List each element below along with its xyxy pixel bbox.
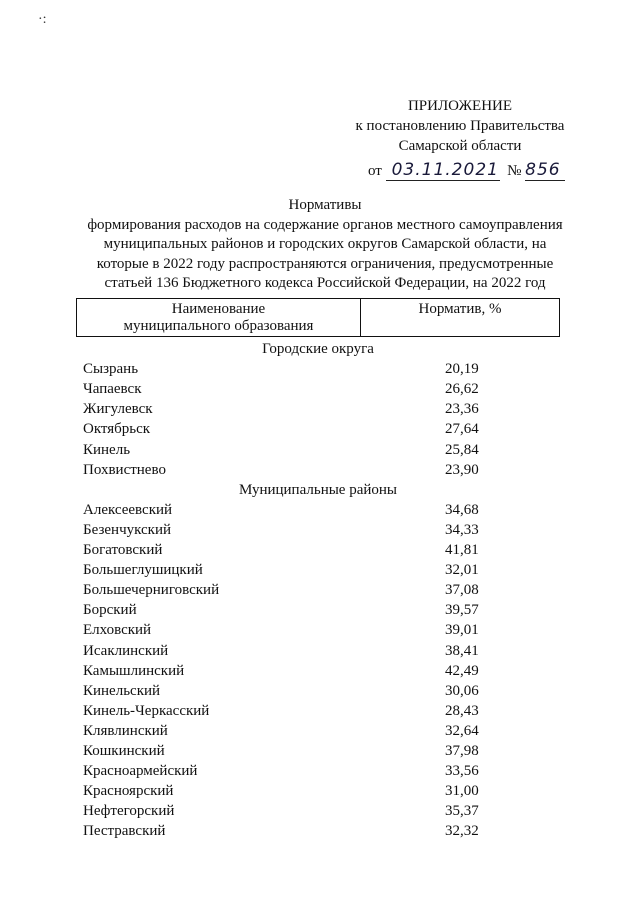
- heading-line: статьей 136 Бюджетного кодекса Российской Федерации, на 2022 год: [104, 275, 546, 291]
- rate-value: 23,90: [445, 461, 479, 478]
- appendix-title: ПРИЛОЖЕНИЕ: [407, 98, 513, 114]
- rate-value: 25,84: [445, 441, 479, 458]
- appendix-line: к постановлению Правительства: [355, 118, 565, 134]
- decree-number-sign: №: [507, 163, 522, 179]
- municipality-name: Красноярский: [83, 783, 174, 800]
- municipality-name: Кинельский: [83, 682, 161, 699]
- table-row: [83, 681, 483, 701]
- municipality-name: Октябрьск: [83, 421, 151, 438]
- table-row: [83, 460, 483, 480]
- rate-value: 32,64: [445, 722, 479, 739]
- table-row: [83, 801, 483, 821]
- rate-value: 35,37: [445, 803, 479, 820]
- rate-value: 42,49: [445, 662, 479, 679]
- table-row: [83, 500, 483, 520]
- table-row: [83, 399, 483, 419]
- column-header-line: муниципального образования: [123, 318, 314, 334]
- rate-value: 27,64: [445, 421, 479, 438]
- table-row: [83, 721, 483, 741]
- table-row: [83, 620, 483, 640]
- municipality-name: Камышлинский: [83, 662, 185, 679]
- rate-value: 34,33: [445, 521, 479, 538]
- table-row: [83, 600, 483, 620]
- rate-value: 31,00: [445, 783, 479, 800]
- rate-value: 39,57: [445, 602, 479, 619]
- heading-line: муниципальных районов и городских округов Самарской области, на: [103, 236, 547, 252]
- municipality-name: Красноармейский: [83, 763, 198, 780]
- appendix-line: Самарской области: [398, 138, 522, 154]
- municipality-name: Елховский: [83, 622, 152, 639]
- scan-mark: ·:: [38, 12, 47, 27]
- table-row: [83, 379, 483, 399]
- rate-value: 38,41: [445, 642, 479, 659]
- decree-date: 03.11.2021: [391, 160, 499, 180]
- municipality-name: Кинель-Черкасский: [83, 702, 210, 719]
- decree-number: 856: [525, 160, 561, 180]
- table-row: [83, 540, 483, 560]
- rate-value: 32,32: [445, 823, 479, 840]
- municipality-name: Нефтегорский: [83, 803, 175, 820]
- table-row: [83, 359, 483, 379]
- rate-value: 33,56: [445, 763, 479, 780]
- column-header-rate: Норматив, %: [361, 299, 560, 337]
- municipality-name: Богатовский: [83, 542, 163, 558]
- decree-prefix: от: [368, 163, 382, 179]
- column-header-name: [77, 299, 361, 337]
- municipality-name: Большеглушицкий: [83, 562, 203, 579]
- table-header: [76, 298, 560, 337]
- rate-value: 26,62: [445, 381, 479, 398]
- table-row: [83, 781, 483, 801]
- decree-reference: [368, 160, 565, 181]
- appendix-block: [330, 96, 590, 156]
- municipality-name: Безенчукский: [83, 521, 172, 538]
- municipality-name: Алексеевский: [83, 501, 173, 518]
- municipality-name: Исаклинский: [83, 642, 169, 659]
- municipality-name: Кинель: [83, 441, 131, 458]
- municipality-name: Сызрань: [83, 361, 139, 378]
- table-row: [83, 641, 483, 661]
- table-row: [83, 761, 483, 781]
- table-row: [83, 580, 483, 600]
- table-row: [83, 821, 483, 841]
- rate-value: 37,08: [445, 582, 479, 599]
- section-heading: Городские округа: [262, 341, 374, 357]
- table-row: [83, 520, 483, 540]
- rate-value: 39,01: [445, 622, 479, 639]
- rate-value: 34,68: [445, 501, 479, 518]
- rate-value: 28,43: [445, 702, 479, 719]
- rate-value: 37,98: [445, 743, 479, 759]
- section-heading: Муниципальные районы: [238, 481, 398, 498]
- table-row: [83, 701, 483, 721]
- municipality-name: Клявлинский: [83, 722, 168, 739]
- municipality-name: Жигулевск: [83, 401, 153, 418]
- table-row: [83, 419, 483, 439]
- municipality-name: Кошкинский: [83, 743, 165, 759]
- table-row: [83, 560, 483, 580]
- table-row: [83, 440, 483, 460]
- rate-value: 20,19: [445, 361, 479, 378]
- column-header-line: Наименование: [171, 301, 266, 317]
- municipality-name: Пестравский: [83, 823, 166, 840]
- municipality-name: Борский: [83, 602, 137, 619]
- municipality-name: Чапаевск: [83, 381, 142, 398]
- rate-value: 23,36: [445, 401, 479, 418]
- table-row: [83, 661, 483, 681]
- heading-title: Нормативы: [288, 197, 362, 213]
- heading-line: формирования расходов на содержание органов местного самоуправления: [87, 216, 563, 233]
- rate-value: 41,81: [445, 542, 479, 558]
- rate-value: 32,01: [445, 562, 479, 579]
- municipality-name: Похвистнево: [83, 461, 166, 478]
- heading-line: которые в 2022 году распространяются ограничения, предусмотренные: [96, 255, 554, 272]
- municipality-name: Большечерниговский: [83, 582, 220, 599]
- document-heading: [40, 196, 610, 294]
- table-row: [83, 741, 483, 761]
- rate-value: 30,06: [445, 682, 479, 699]
